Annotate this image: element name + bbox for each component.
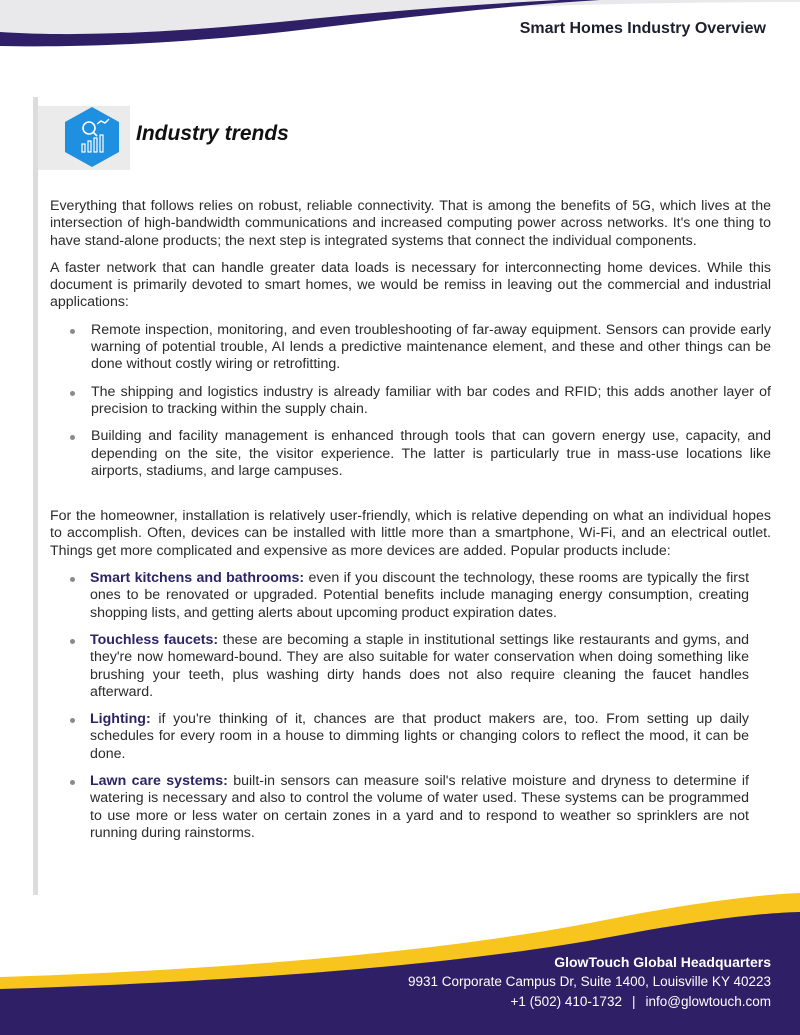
list-item	[50, 773, 749, 842]
products-list	[50, 570, 771, 842]
product-description: these are becoming a staple in institutional settings like restaurants and gyms, and they're now homeward-bound. They are also suitable for water conservation when doing something like brushing your teeth, plus washing dirty hands does not also require cleaning the faucet handles afterward.	[90, 631, 749, 700]
product-term: Smart kitchens and bathrooms:	[90, 570, 305, 587]
list-item: Remote inspection, monitoring, and even troubleshooting of far-away equipment. Sensors can provide early warning of potential trouble, AI lends a predictive maintenance element, and these and other things can be done without costly wiring or retrofitting.	[50, 322, 771, 374]
product-description: built-in sensors can measure soil's relative moisture and dryness to determine if watering is necessary and also to control the volume of water used. These systems can be programmed to use more or less water on certain zones in a yard and to respond to weather so sprinklers are not running during rainstorms.	[90, 773, 749, 841]
footer-contact	[408, 952, 771, 1012]
product-description: even if you discount the technology, these rooms are typically the first ones to be renovated or upgraded. Potential benefits include managing energy consumption, creating shopping lists, and getting alerts about upcoming product expiration dates.	[90, 570, 750, 621]
analytics-chart-icon	[63, 106, 121, 168]
paragraph: Everything that follows relies on robust, reliable connectivity. That is among the benefits of 5G, which lives at the intersection of high-bandwidth communications and increased computing power across networks. It's one thing to have stand-alone products; the next step is integrated systems that connect the individual components.	[50, 198, 771, 249]
document-body	[50, 198, 771, 852]
section-title: Industry trends	[136, 122, 289, 145]
product-term: Lawn care systems:	[90, 773, 228, 790]
applications-list	[50, 322, 771, 480]
document-title: Smart Homes Industry Overview	[519, 20, 766, 37]
paragraph: For the homeowner, installation is relatively user-friendly, which is relative depending on what an individual hopes to accomplish. Often, devices can be installed with little more than a smartphone, Wi-Fi, and an electrical outlet. Things get more complicated and expensive as more devices are added. Popular products include:	[50, 508, 771, 559]
list-item	[50, 711, 749, 763]
product-description: if you're thinking of it, chances are that product makers are, too. From setting up daily schedules for every room in a house to dimming lights or changing colors to reflect the mood, it can be done.	[90, 711, 749, 762]
product-term: Touchless faucets:	[90, 631, 219, 648]
list-item	[50, 632, 749, 701]
list-item: The shipping and logistics industry is already familiar with bar codes and RFID; this adds another layer of precision to tracking within the supply chain.	[50, 384, 771, 419]
address: 9931 Corporate Campus Dr, Suite 1400, Louisville KY 40223	[408, 974, 771, 989]
company-name: GlowTouch Global Headquarters	[554, 954, 771, 970]
contact-line	[408, 992, 771, 1012]
separator: |	[631, 994, 636, 1009]
phone-number: +1 (502) 410-1732	[510, 994, 622, 1009]
paragraph: A faster network that can handle greater data loads is necessary for interconnecting home devices. While this document is primarily devoted to smart homes, we would be remiss in leaving out the commercial and industrial applications:	[50, 259, 771, 311]
list-item: Building and facility management is enhanced through tools that can govern energy use, capacity, and depending on the site, the visitor experience. The latter is particularly true in mass-use locations like airports, stadiums, and large campuses.	[50, 428, 771, 480]
list-item	[50, 570, 749, 622]
product-term: Lighting:	[90, 711, 151, 728]
left-margin-rule	[33, 97, 38, 895]
email-link[interactable]: info@glowtouch.com	[645, 994, 771, 1009]
